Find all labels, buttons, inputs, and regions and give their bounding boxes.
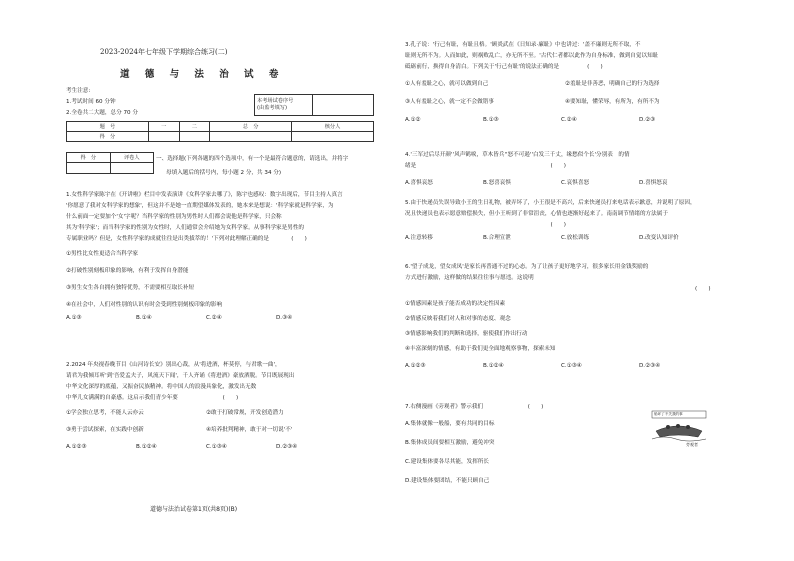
question-3 — [405, 40, 790, 126]
answer-bracket: ( ) — [695, 286, 711, 292]
question-line: 2.2024 年央视春晚节目《山河诗长安》别出心裁，从'将进酒，杯莫停，与君歌一曲'， — [66, 362, 281, 368]
option: A.集体就像一般船，要有共同的目标 — [405, 421, 495, 427]
question-line: 中华儿女满满的自豪感。这启示我们青少年要 ( ) — [66, 395, 239, 401]
section-grader-label: 评卷人 — [110, 153, 154, 163]
choice: D.②③④ — [639, 363, 661, 369]
choice: B.①④ — [136, 315, 152, 321]
option: ④要知耻，懂荣辱，有所为，有所不为 — [565, 99, 660, 105]
notice-item: 1.考试时间 60 分钟 — [66, 99, 116, 105]
section-instruction: 母填入题后的括号内，每小题 2 分，共 34 分) — [166, 170, 282, 176]
choice: C.①③④ — [206, 444, 227, 450]
option: C.建设集体要各尽其能，发挥所长 — [405, 459, 489, 465]
question-line: 7.右侧漫画《旁观者》警示我们 ( ) — [405, 404, 544, 410]
seat-box-line2: (由监考填写) — [257, 105, 287, 111]
score-table-header: 二 — [179, 122, 210, 132]
option: ①学会独立思考，不能人云亦云 — [66, 410, 144, 416]
choice: D.②③ — [639, 117, 656, 123]
score-table-header: 总 分 — [210, 122, 292, 132]
choice: C.放松训练 — [561, 235, 590, 241]
choice: B.①③ — [483, 117, 499, 123]
option: D.建设集体要团结，不能只顾自己 — [405, 478, 490, 484]
bystander-cartoon — [648, 409, 710, 449]
cartoon-caption-top: 船坏了不关我的事 — [654, 412, 683, 416]
option: ②敢于打破常规，开发创造潜力 — [206, 410, 284, 416]
question-line: 况且快递员也表示愿意赔偿损失，但小王听到了非常沮丧，心情也逐渐好起来了。南南调节情绪的方法属于 — [405, 211, 668, 217]
question-line: 其为'科学家'；而当科学家的性别为女性时，人们通常会介绍她为女科学家。从事科学家是男性的 — [66, 225, 305, 231]
question-line: 什么前面一定要加个'女'字呢？当科学家的性别为男性时人们都会说他是科学家，只会称 — [66, 214, 282, 220]
option: ①男性比女性更适合当科学家 — [66, 251, 139, 257]
choice: B.合理宣泄 — [483, 235, 511, 241]
option: ④在社会中，人们对性别的认识有时会受到性别刻板印象的影响 — [66, 302, 223, 308]
score-table-row-label: 得 分 — [67, 132, 149, 142]
option: ③男生女生各自拥有独特优势，不需要相互取长补短 — [66, 285, 195, 291]
question-line: '你愿意了我对女科学家的想象'，但这并不是她一直期望媒体发表的，她本来是想说：'科学家就是科学家，为 — [66, 203, 334, 209]
notice-item: 2.全卷共二大题，总分 70 分 — [66, 110, 138, 116]
option: ②羞耻是非善恶，明确自己的行为选择 — [565, 81, 660, 87]
choice: D.②③④ — [276, 444, 298, 450]
option: ③情感影响我们的判断和选择，驱使我们作出行动 — [405, 331, 528, 337]
choice: D.改变认知评价 — [639, 235, 679, 241]
right-page — [397, 0, 794, 561]
option: ①人有羞耻之心，就可以做到自己 — [405, 81, 489, 87]
question-line: 3.孔子说：'行己有耻，有耻且格。'顾炎武在《日知录·廉耻》中也讲过：'盖不廉则无所不取，不 — [405, 42, 641, 48]
score-table — [66, 121, 374, 142]
section-score-box — [66, 152, 154, 174]
question-6 — [405, 262, 790, 372]
option: ④丰富深刻的情感，有助于我们更全面地观察事物，探索未知 — [405, 346, 556, 352]
option: ②打破性别刻板印象的影响，有利于发挥自身潜能 — [66, 268, 189, 274]
question-7 — [405, 402, 645, 487]
choice: C.哀惧喜怒 — [561, 180, 590, 186]
subject-title: 道 德 与 法 治 试 卷 — [120, 69, 285, 80]
option: ③人有羞耻之心，就一定不会做错事 — [405, 99, 494, 105]
question-line: 4.'三军过后尽开颜''风声鹤唳，草木皆兵''怒不可遏''白发三千丈，缘愁似个长'分别表 的情 — [405, 152, 630, 158]
choice: B.①②④ — [483, 363, 504, 369]
choice: C.②④ — [206, 315, 222, 321]
choice: C.②④ — [561, 117, 577, 123]
choice: A.①② — [405, 117, 421, 123]
section-score-label: 得 分 — [67, 153, 111, 163]
choice: D.喜惧怒哀 — [639, 180, 668, 186]
page-footer: 道德与法治试卷第1页(共8页)(B) — [150, 506, 238, 513]
section-instruction: 一、选择题(下列各题的四个选项中，有一个是最符合题意的，请选出，并将字 — [156, 156, 349, 162]
choice: A.注意转移 — [405, 235, 433, 241]
score-table-header: 核分人 — [292, 122, 374, 132]
question-5 — [405, 198, 790, 244]
question-line: 中华文化深厚的底蕴，又振奋民族精神。将中国人的浪漫具象化，激发出无数 — [66, 384, 257, 390]
question-4 — [405, 150, 790, 189]
notice-label: 考生注意: — [66, 88, 91, 94]
question-line: 砥砺前行，换得自身清白。下列关于'行己有耻'的说法正确的是 ( ) — [405, 64, 603, 70]
choice: A.喜惧哀怒 — [405, 180, 433, 186]
question-line: ( ) — [405, 222, 566, 228]
exam-title: 2023-2024年七年级下学期综合练习(二) — [100, 48, 228, 56]
question-line: 6.'望子成龙，望女成凤'是家长再普通不过的心态。为了让孩子更好地学习，很多家长用金钱奖励的 — [405, 264, 649, 270]
question-2 — [66, 360, 386, 453]
score-table-header: 题 号 — [67, 122, 149, 132]
question-line: 耻则无所不为。人而如此，则祸败乱亡，亦无所不至。'古代仁者都以此作为自身标准，做到自觉以知耻 — [405, 53, 659, 59]
choice: A.①②③ — [405, 363, 426, 369]
option: ②情感反映着我们对人和对事的态度、观念 — [405, 316, 511, 322]
question-1 — [66, 190, 386, 324]
choice: A.①②③ — [66, 444, 87, 450]
choice: C.①③④ — [561, 363, 582, 369]
question-line: 5.由于快递员失误导致小王的生日礼物，被弄坏了，小王很是不高兴，后来快递员打来电话表示歉意，并说明了原因， — [405, 200, 696, 206]
question-line: 请君为我倾耳听'到'吾爱孟夫子，风流天下闻'，千人齐诵《将进酒》豪放洒脱。节目既展现出 — [66, 373, 295, 379]
choice: B.①②④ — [136, 444, 157, 450]
option: ③勇于尝试探索，在实践中创新 — [66, 427, 144, 433]
option: ④培养批判精神，敢于对一切说'不' — [206, 427, 293, 433]
question-line: 方式进行激励，这样做的结果往往事与愿违。这说明 — [405, 275, 534, 281]
question-line: 绪是 ( ) — [405, 163, 566, 169]
seat-box — [254, 94, 374, 116]
choice: B.怒喜哀惧 — [483, 180, 511, 186]
cartoon-caption-bottom: 旁观者 — [686, 442, 698, 447]
score-table-header: 一 — [148, 122, 179, 132]
choice: D.③④ — [276, 315, 293, 321]
option: B.集体成员间要相互激励，避免冲突 — [405, 440, 495, 446]
question-line: 专属职业吗？但是，女性科学家的成就往往是出类拔萃的！'下列对此理解正确的是 ( ) — [66, 236, 307, 242]
choice: A.①③ — [66, 315, 82, 321]
question-line: 1.女性科学家陈宇在《开讲啦》栏目中发表演讲《女科学家去哪了》，陈宇也感叹：数字出现后，节目主持人真言 — [66, 192, 343, 198]
seat-box-line1: 本考场试卷序号 — [257, 98, 294, 104]
option: ①情感因素是孩子能否成功的决定性因素 — [405, 301, 506, 307]
